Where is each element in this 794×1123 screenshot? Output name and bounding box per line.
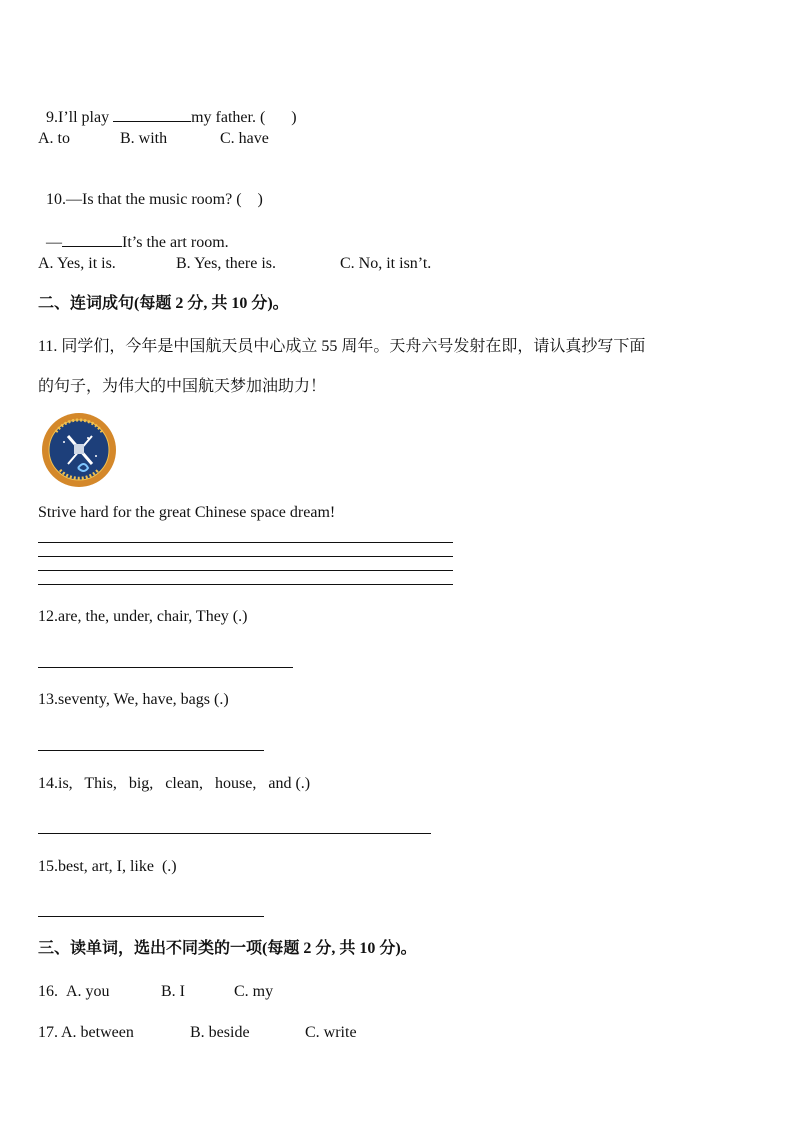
section-3-title: 三、读单词，选出不同类的一项(每题 2 分, 共 10 分)。 xyxy=(38,940,417,957)
option-a[interactable]: A. to xyxy=(38,130,70,147)
writing-line[interactable] xyxy=(38,542,453,543)
question-text: my father. ( xyxy=(191,109,266,126)
question-11-line-2: 的句子，为伟大的中国航天梦加油助力！ xyxy=(38,378,327,395)
option-c[interactable]: C. write xyxy=(305,1024,357,1041)
option-b[interactable]: B. I xyxy=(161,983,185,1000)
option-c[interactable]: C. No, it isn’t. xyxy=(340,255,432,272)
writing-line[interactable] xyxy=(38,570,453,571)
question-number: 10. xyxy=(46,191,66,208)
answer-line[interactable] xyxy=(38,916,264,917)
dash: — xyxy=(46,234,62,251)
question-text: —Is that the music room? ( xyxy=(66,191,242,208)
answer-blank[interactable] xyxy=(113,107,191,122)
shenzhou-mission-emblem-icon xyxy=(38,412,120,488)
question-16-number: 16. xyxy=(38,983,62,1000)
paren-close: ) xyxy=(291,109,297,126)
question-10-stem xyxy=(38,170,263,210)
answer-line[interactable] xyxy=(38,833,431,834)
option-a[interactable]: A. you xyxy=(66,983,110,1000)
question-number: 9. xyxy=(46,109,58,126)
option-c[interactable]: C. have xyxy=(220,130,269,147)
option-a[interactable]: A. Yes, it is. xyxy=(38,255,116,272)
question-11-line-1: 11. 同学们，今年是中国航天员中心成立 55 周年。天舟六号发射在即，请认真抄写下面 xyxy=(38,338,646,355)
question-text: I’ll play xyxy=(58,109,114,126)
question-13: 13.seventy, We, have, bags (.) xyxy=(38,691,229,708)
writing-line[interactable] xyxy=(38,556,453,557)
answer-line[interactable] xyxy=(38,667,293,668)
question-9-stem xyxy=(38,87,297,128)
answer-line[interactable] xyxy=(38,750,264,751)
question-15: 15.best, art, I, like (.) xyxy=(38,858,177,875)
option-b[interactable]: B. Yes, there is. xyxy=(176,255,277,272)
answer-blank[interactable] xyxy=(62,232,122,247)
writing-line[interactable] xyxy=(38,584,453,585)
option-c[interactable]: C. my xyxy=(234,983,274,1000)
option-a[interactable]: A. between xyxy=(61,1024,134,1041)
question-12: 12.are, the, under, chair, They (.) xyxy=(38,608,248,625)
question-10-reply xyxy=(38,212,229,253)
sentence-to-copy: Strive hard for the great Chinese space dream! xyxy=(38,504,336,521)
paren-close: ) xyxy=(257,191,263,208)
option-b[interactable]: B. with xyxy=(120,130,168,147)
question-17-number: 17. xyxy=(38,1024,58,1041)
option-b[interactable]: B. beside xyxy=(190,1024,250,1041)
section-2-title: 二、连词成句(每题 2 分, 共 10 分)。 xyxy=(38,295,289,312)
reply-text: It’s the art room. xyxy=(122,234,229,251)
question-14: 14.is, This, big, clean, house, and (.) xyxy=(38,775,311,792)
